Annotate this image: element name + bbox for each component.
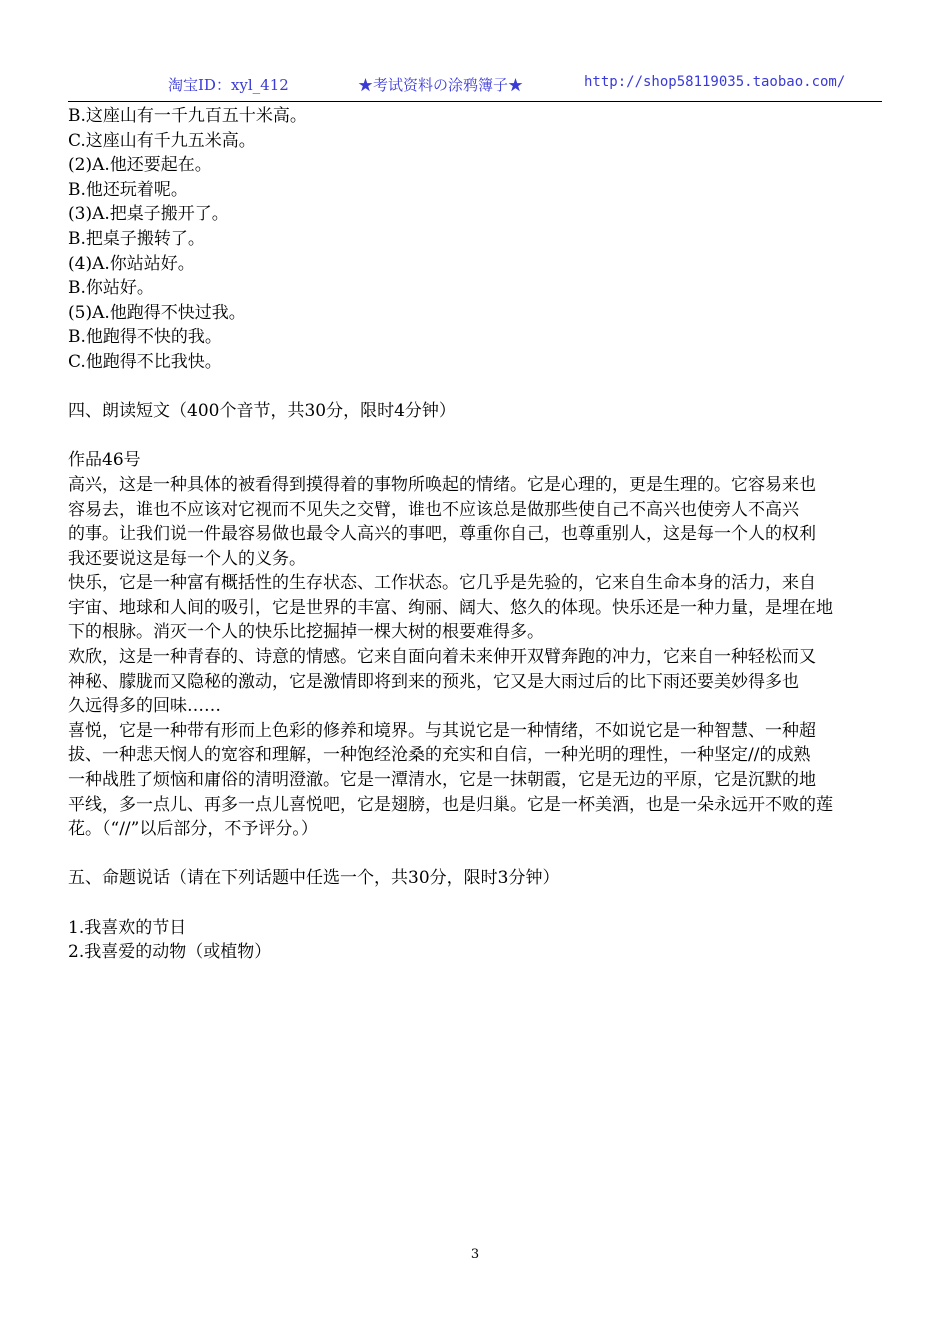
passage-line: 拔、一种悲天悯人的宽容和理解，一种饱经沧桑的充实和自信，一种光明的理性，一种坚定//的成熟 — [68, 745, 811, 766]
passage-line: 欢欣，这是一种青春的、诗意的情感。它来自面向着未来伸开双臂奔跑的冲力，它来自一种轻松而又 — [68, 647, 816, 668]
passage-line: 的事。让我们说一件最容易做也最令人高兴的事吧，尊重你自己，也尊重别人，这是每一个人的权利 — [68, 524, 816, 545]
header-url[interactable]: http://shop58119035.taobao.com/ — [584, 74, 846, 90]
page-number: 3 — [470, 1247, 480, 1262]
topic-item: 1.我喜欢的节日 — [68, 917, 187, 938]
passage-line: 喜悦，它是一种带有形而上色彩的修养和境界。与其说它是一种情绪，不如说它是一种智慧、一种超 — [68, 720, 816, 741]
option-line: B.把桌子搬转了。 — [68, 228, 205, 249]
passage-line: 久远得多的回味…… — [68, 696, 221, 717]
passage-line: 花。（“//”以后部分，不予评分。） — [68, 819, 318, 840]
option-line: C.这座山有千九五米高。 — [68, 130, 256, 151]
header-title: ★考试资料の涂鸦簿子★ — [358, 76, 524, 94]
passage-line: 高兴，这是一种具体的被看得到摸得着的事物所唤起的情绪。它是心理的，更是生理的。它容易来也 — [68, 474, 816, 495]
option-line: (4)A.你站站好。 — [68, 253, 195, 274]
passage-line: 宇宙、地球和人间的吸引，它是世界的丰富、绚丽、阔大、悠久的体现。快乐还是一种力量，是埋在地 — [68, 597, 833, 618]
section4-heading: 四、朗读短文（400个音节，共30分，限时4分钟） — [68, 401, 456, 422]
page-header — [68, 74, 882, 100]
option-line: (3)A.把桌子搬开了。 — [68, 204, 229, 225]
option-line: C.他跑得不比我快。 — [68, 351, 222, 372]
passage-line: 下的根脉。消灭一个人的快乐比挖掘掉一棵大树的根要难得多。 — [68, 622, 544, 643]
passage-line: 快乐，它是一种富有概括性的生存状态、工作状态。它几乎是先验的，它来自生命本身的活力，来自 — [68, 573, 816, 594]
passage-line: 一种战胜了烦恼和庸俗的清明澄澈。它是一潭清水，它是一抹朝霞，它是无边的平原，它是沉默的地 — [68, 770, 816, 791]
section5-heading: 五、命题说话（请在下列话题中任选一个，共30分，限时3分钟） — [68, 868, 560, 889]
passage-line: 平线，多一点儿、再多一点儿喜悦吧，它是翅膀，也是归巢。它是一杯美酒，也是一朵永远开不败的莲 — [68, 794, 833, 815]
passage-line: 容易去，谁也不应该对它视而不见失之交臂，谁也不应该总是做那些使自己不高兴也使旁人不高兴 — [68, 499, 799, 520]
header-divider — [68, 101, 882, 102]
option-line: B.你站好。 — [68, 278, 154, 299]
document-body — [68, 104, 888, 965]
option-line: B.他还玩着呢。 — [68, 179, 188, 200]
work-title: 作品46号 — [68, 450, 141, 471]
header-shop-id: 淘宝ID：xyl_412 — [168, 76, 289, 94]
passage-line: 我还要说这是每一个人的义务。 — [68, 548, 306, 569]
topic-item: 2.我喜爱的动物（或植物） — [68, 942, 272, 963]
passage-line: 神秘、朦胧而又隐秘的激动，它是激情即将到来的预兆，它又是大雨过后的比下雨还要美妙得多也 — [68, 671, 799, 692]
option-line: B.这座山有一千九百五十米高。 — [68, 106, 307, 126]
option-line: (5)A.他跑得不快过我。 — [68, 302, 246, 323]
option-line: (2)A.他还要起在。 — [68, 155, 212, 176]
option-line: B.他跑得不快的我。 — [68, 327, 222, 348]
